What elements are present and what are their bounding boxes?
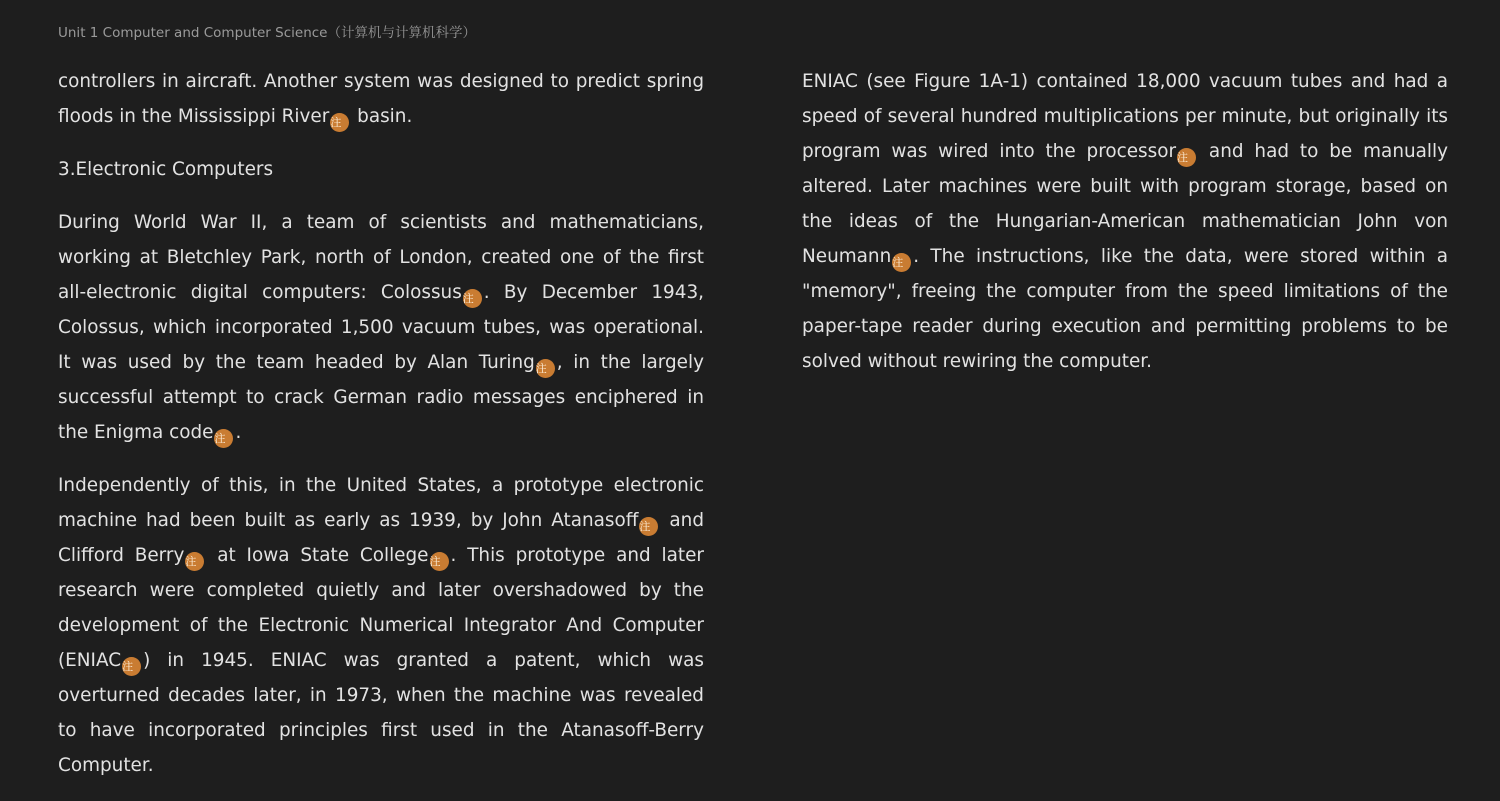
annotation-note-icon[interactable]: 注: [892, 253, 911, 272]
paragraph-eniac: [802, 64, 1448, 379]
paragraph-text: ) in 1945. ENIAC was granted a patent, which was overturned decades later, in 1973, when the machine was revealed to have incorporated principles first used in the Atanasoff-Berry Computer.: [58, 650, 704, 776]
section-heading: 3.Electronic Computers: [58, 159, 274, 180]
paragraph-colossus: [58, 205, 704, 450]
annotation-note-icon[interactable]: 注: [330, 113, 349, 132]
paragraph-text: . This prototype and later research were completed quietly and later overshadowed by the development of the Electronic Numerical Integrator And Computer (ENIAC: [58, 545, 704, 671]
paragraph-text: and Clifford Berry: [58, 510, 704, 566]
paragraph-text: and had to be manually altered. Later machines were built with program storage, based on the ideas of the Hungarian-American mathematician John von Neumann: [802, 141, 1448, 267]
paragraph-text: . The instructions, like the data, were stored within a "memory", freeing the computer from the speed limitations of the paper-tape reader during execution and permitting problems to be solved without rewiring the computer.: [802, 246, 1448, 372]
paragraph-text: controllers in aircraft. Another system was designed to predict spring floods in the Mississippi River: [58, 71, 704, 127]
right-column: [802, 64, 1448, 397]
paragraph-text: at Iowa State College: [206, 545, 429, 566]
annotation-note-icon[interactable]: 注: [639, 517, 658, 536]
paragraph-text: , in the largely successful attempt to crack German radio messages enciphered in the Enigma code: [58, 352, 704, 443]
annotation-note-icon[interactable]: 注: [1177, 148, 1196, 167]
left-column: [58, 64, 704, 801]
paragraph-text: . By December 1943, Colossus, which incorporated 1,500 vacuum tubes, was operational. It was used by the team headed by Alan Turing: [58, 282, 704, 373]
paragraph-mississippi: [58, 64, 704, 134]
paragraph-text: Independently of this, in the United States, a prototype electronic machine had been built as early as 1939, by John Atanasoff: [58, 475, 704, 531]
annotation-note-icon[interactable]: 注: [214, 429, 233, 448]
annotation-note-icon[interactable]: 注: [185, 552, 204, 571]
paragraph-text: basin.: [351, 106, 413, 127]
annotation-note-icon[interactable]: 注: [122, 657, 141, 676]
annotation-note-icon[interactable]: 注: [536, 359, 555, 378]
paragraph-text: .: [235, 422, 242, 443]
annotation-note-icon[interactable]: 注: [463, 289, 482, 308]
paragraph-atanasoff: [58, 468, 704, 783]
paragraph-text: During World War II, a team of scientists and mathematicians, working at Bletchley Park, north of London, created one of the first all-electronic digital computers: Colossus: [58, 212, 704, 303]
paragraph-text: ENIAC (see Figure 1A-1) contained 18,000 vacuum tubes and had a speed of several hundred multiplications per minute, but originally its program was wired into the processor: [802, 71, 1448, 162]
page-header-title: Unit 1 Computer and Computer Science（计算机与计算机科学）: [58, 25, 476, 41]
annotation-note-icon[interactable]: 注: [430, 552, 449, 571]
